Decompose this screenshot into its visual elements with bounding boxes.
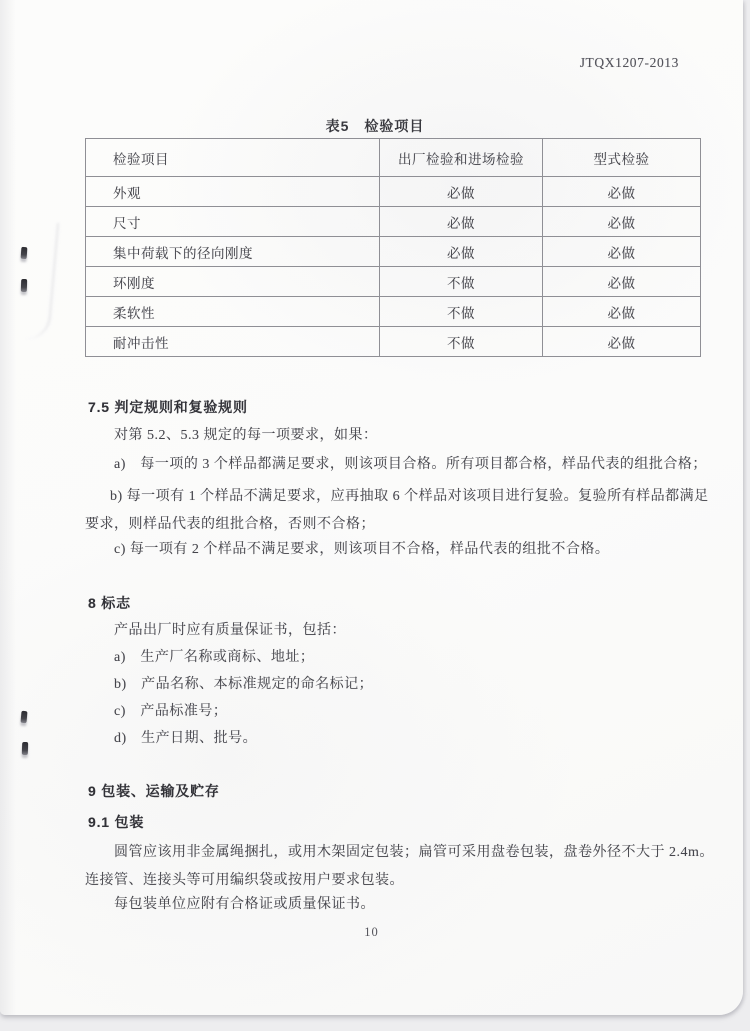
staple-mark xyxy=(20,711,27,723)
table-cell: 必做 xyxy=(543,267,701,297)
table-cell: 柔软性 xyxy=(86,297,380,327)
table-cell: 必做 xyxy=(543,297,701,327)
list-item-7-5-a: a) 每一项的 3 个样品都满足要求，则该项目合格。所有项目都合格，样品代表的组批合格； xyxy=(114,457,707,472)
table-cell: 耐冲击性 xyxy=(86,327,380,357)
doc-code: JTQX1207-2013 xyxy=(579,55,679,70)
table-row xyxy=(86,327,701,357)
para-8-intro: 产品出厂时应有质量保证书，包括： xyxy=(114,623,346,638)
table-cell: 必做 xyxy=(543,237,701,267)
table-row xyxy=(86,207,701,237)
page-edge-shade xyxy=(0,0,16,1015)
table-row xyxy=(86,177,701,207)
page-number: 10 xyxy=(364,925,379,939)
table-cell: 集中荷载下的径向刚度 xyxy=(86,237,380,267)
table-cell: 不做 xyxy=(380,267,543,297)
table-header-row xyxy=(86,139,701,177)
table-cell: 必做 xyxy=(380,237,543,267)
table-cell: 必做 xyxy=(543,327,701,357)
list-item-7-5-c: c) 每一项有 2 个样品不满足要求，则该项目不合格，样品代表的组批不合格。 xyxy=(114,542,610,557)
table-cell: 必做 xyxy=(380,177,543,207)
staple-mark xyxy=(21,279,27,292)
table-cell: 必做 xyxy=(380,207,543,237)
heading-9-1: 9.1 包装 xyxy=(88,814,145,830)
table-header-cell: 出厂检验和进场检验 xyxy=(380,139,543,177)
list-item-8-a: a) 生产厂名称或商标、地址； xyxy=(114,650,315,665)
table-cell: 不做 xyxy=(380,327,543,357)
staple-mark xyxy=(21,247,28,259)
table-cell: 环刚度 xyxy=(86,267,380,297)
table-row xyxy=(86,237,701,267)
inspection-table xyxy=(85,138,701,357)
list-item-8-c: c) 产品标准号； xyxy=(114,704,228,719)
table-header-cell: 检验项目 xyxy=(86,139,380,177)
para-9-2: 每包装单位应附有合格证或质量保证书。 xyxy=(114,897,375,912)
heading-8: 8 标志 xyxy=(88,595,131,611)
table-cell: 不做 xyxy=(380,297,543,327)
table-cell: 必做 xyxy=(543,207,701,237)
heading-7-5: 7.5 判定规则和复验规则 xyxy=(88,399,248,415)
para-7-5-intro: 对第 5.2、5.3 规定的每一项要求，如果： xyxy=(114,428,378,443)
table-row xyxy=(86,267,701,297)
para-9-1: 圆管应该用非金属绳捆扎，或用木架固定包装；扁管可采用盘卷包装，盘卷外径不大于 2.4m。连接管、连接头等可用编织袋或按用户要求包装。 xyxy=(85,845,714,888)
table-row xyxy=(86,297,701,327)
table-cell: 外观 xyxy=(86,177,380,207)
paper-crease xyxy=(25,221,59,341)
table-header-cell: 型式检验 xyxy=(543,139,701,177)
staple-mark xyxy=(22,742,28,755)
table-cell: 尺寸 xyxy=(86,207,380,237)
list-item-8-d: d) 生产日期、批号。 xyxy=(114,731,258,746)
table-cell: 必做 xyxy=(543,177,701,207)
list-item-7-5-b: b) 每一项有 1 个样品不满足要求，应再抽取 6 个样品对该项目进行复验。复验所有样品都满足要求，则样品代表的组批合格，否则不合格； xyxy=(85,489,709,532)
list-item-8-b: b) 产品名称、本标准规定的命名标记； xyxy=(114,677,374,692)
table-title: 表5 检验项目 xyxy=(325,118,425,134)
heading-9: 9 包装、运输及贮存 xyxy=(88,783,220,799)
